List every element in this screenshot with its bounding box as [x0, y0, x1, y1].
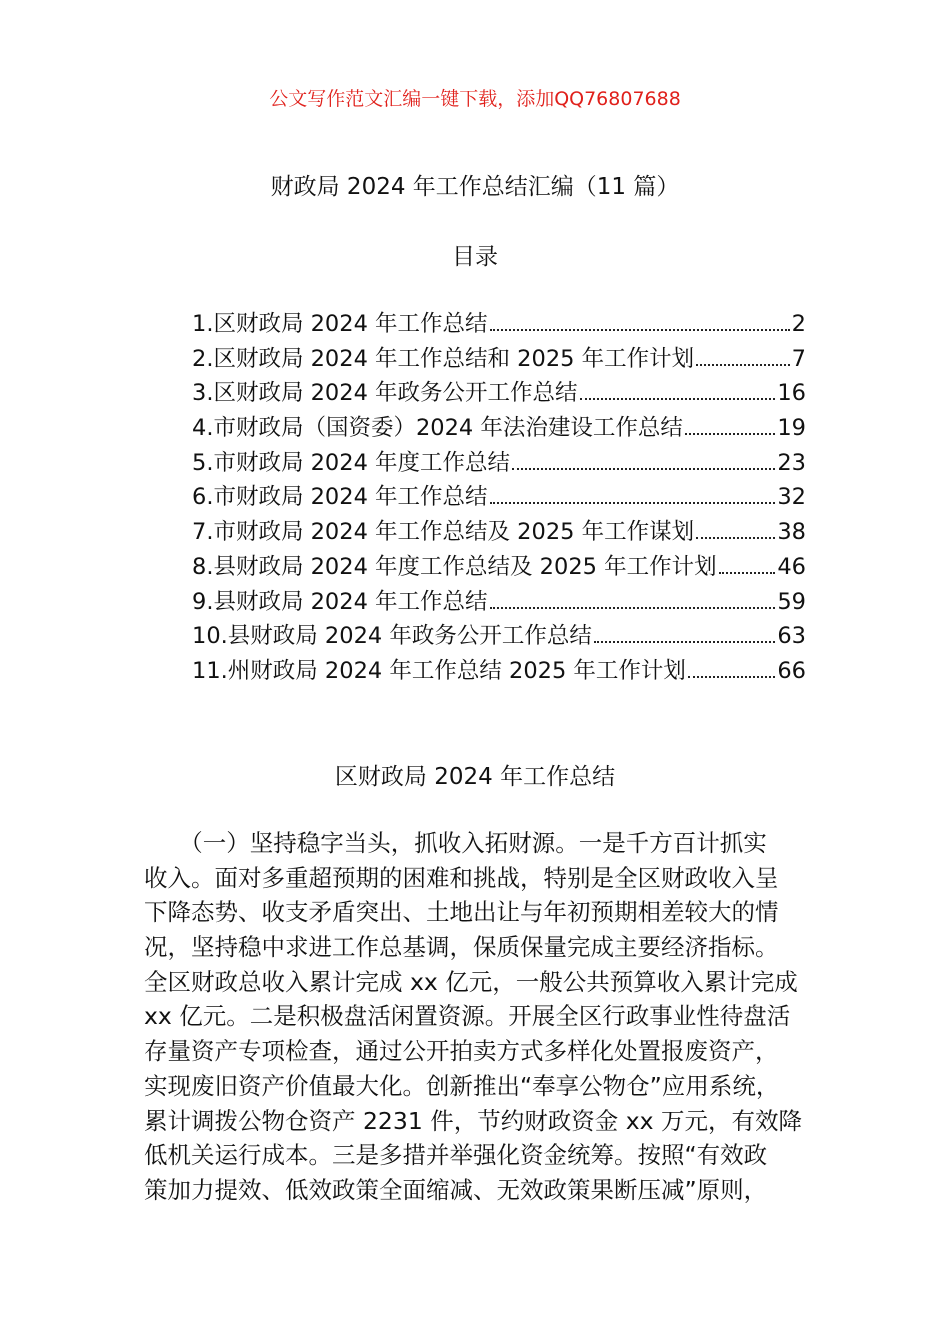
table-of-contents	[192, 306, 806, 688]
toc-leader-dots	[685, 432, 775, 435]
toc-entry[interactable]	[192, 653, 806, 688]
toc-entry-page: 66	[777, 657, 806, 684]
toc-entry-page: 59	[777, 588, 806, 615]
toc-entry[interactable]	[192, 479, 806, 514]
toc-entry-page: 19	[777, 415, 806, 442]
toc-entry[interactable]	[192, 514, 806, 549]
toc-entry-page: 16	[777, 380, 806, 407]
section-title: 区财政局 2024 年工作总结	[334, 764, 616, 790]
toc-entry-page: 7	[791, 345, 806, 372]
toc-entry[interactable]	[192, 445, 806, 480]
toc-leader-dots	[696, 536, 775, 539]
paragraph-line: 存量资产专项检查，通过公开拍卖方式多样化处置报废资产，	[144, 1037, 779, 1066]
toc-entry[interactable]	[192, 375, 806, 410]
toc-entry-title: 4.市财政局（国资委）2024 年法治建设工作总结	[192, 415, 683, 442]
paragraph-line: 况，坚持稳中求进工作总基调，保质保量完成主要经济指标。	[144, 933, 779, 962]
toc-entry-page: 63	[777, 623, 806, 650]
toc-entry-title: 9.县财政局 2024 年工作总结	[192, 588, 488, 615]
toc-entry[interactable]	[192, 341, 806, 376]
toc-entry-title: 6.市财政局 2024 年工作总结	[192, 484, 488, 511]
paragraph-line: 低机关运行成本。三是多措并举强化资金统筹。按照“有效政	[144, 1141, 768, 1170]
paragraph-line: 累计调拨公物仓资产 2231 件，节约财政资金 xx 万元，有效降	[144, 1106, 802, 1135]
paragraph-line: （一）坚持稳字当头，抓收入拓财源。一是千方百计抓实	[144, 829, 767, 857]
toc-entry[interactable]	[192, 549, 806, 584]
paragraph-line: 实现废旧资产价值最大化。创新推出“奉享公物仓”应用系统，	[144, 1071, 780, 1100]
paragraph-line: 收入。面对多重超预期的困难和挑战，特别是全区财政收入呈	[144, 863, 779, 892]
toc-heading: 目录	[452, 244, 498, 270]
toc-entry-title: 11.州财政局 2024 年工作总结 2025 年工作计划	[192, 657, 686, 684]
paragraph-line: 下降态势、收支矛盾突出、土地出让与年初预期相差较大的情	[144, 898, 779, 927]
toc-leader-dots	[490, 501, 776, 504]
toc-entry-page: 2	[791, 311, 806, 337]
toc-entry[interactable]	[192, 410, 806, 445]
toc-entry-title: 5.市财政局 2024 年度工作总结	[192, 449, 511, 476]
toc-entry-page: 23	[777, 449, 806, 476]
paragraph-line: 全区财政总收入累计完成 xx 亿元，一般公共预算收入累计完成	[144, 967, 798, 996]
toc-entry[interactable]	[192, 584, 806, 619]
toc-leader-dots	[580, 397, 776, 400]
toc-leader-dots	[512, 467, 775, 470]
toc-leader-dots	[490, 606, 776, 609]
download-banner: 公文写作范文汇编一键下载，添加QQ76807688	[269, 88, 681, 110]
body-paragraph	[144, 826, 844, 1208]
toc-entry-title: 2.区财政局 2024 年工作总结和 2025 年工作计划	[192, 345, 695, 372]
toc-entry-page: 46	[777, 553, 806, 580]
document-title: 财政局 2024 年工作总结汇编（11 篇）	[270, 174, 680, 200]
toc-entry-title: 10.县财政局 2024 年政务公开工作总结	[192, 623, 592, 650]
toc-entry-title: 7.市财政局 2024 年工作总结及 2025 年工作谋划	[192, 519, 695, 546]
toc-entry-page: 32	[777, 484, 806, 511]
toc-leader-dots	[696, 363, 790, 366]
toc-entry-title: 8.县财政局 2024 年度工作总结及 2025 年工作计划	[192, 553, 717, 580]
toc-leader-dots	[719, 571, 776, 574]
toc-entry-title: 1.区财政局 2024 年工作总结	[192, 311, 488, 337]
toc-leader-dots	[490, 328, 790, 331]
toc-leader-dots	[594, 640, 776, 643]
toc-entry-title: 3.区财政局 2024 年政务公开工作总结	[192, 380, 578, 407]
toc-entry[interactable]	[192, 306, 806, 341]
paragraph-line: xx 亿元。二是积极盘活闲置资源。开展全区行政事业性待盘活	[144, 1002, 791, 1031]
toc-entry-page: 38	[777, 519, 806, 546]
paragraph-line: 策加力提效、低效政策全面缩减、无效政策果断压减”原则，	[144, 1175, 768, 1204]
toc-leader-dots	[688, 675, 775, 678]
toc-entry[interactable]	[192, 618, 806, 653]
